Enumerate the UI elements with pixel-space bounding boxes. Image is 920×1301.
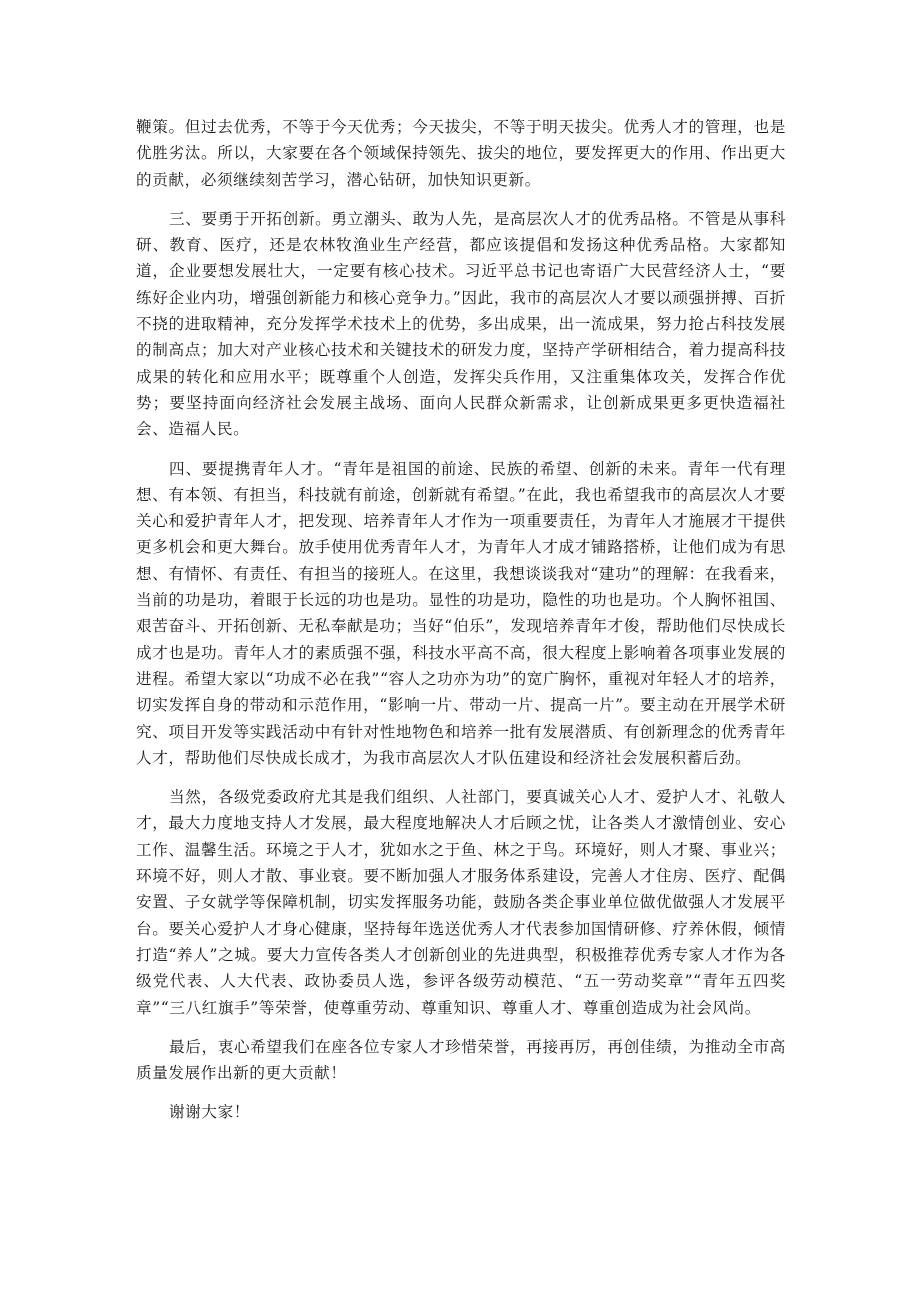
paragraph-continuation: 鞭策。但过去优秀，不等于今天优秀；今天拔尖，不等于明天拔尖。优秀人才的管理，也是优胜劣汰。所以，大家要在各个领域保持领先、拔尖的地位，要发挥更大的作用、作出更大的贡献，必须继续刻苦学习，潜心钻研，加快知识更新。	[136, 118, 786, 189]
paragraph-government-support: 当然，各级党委政府尤其是我们组织、人社部门，要真诚关心人才、爱护人才、礼敬人才，最大力度地支持人才发展，最大程度地解决人才后顾之忧，让各类人才激情创业、安心工作、温馨生活。环境之于人才，犹如水之于鱼、林之于鸟。环境好，则人才聚、事业兴；环境不好，则人才散、事业衰。要不断加强人才服务体系建设，完善人才住房、医疗、配偶安置、子女就学等保障机制，切实发挥服务功能，鼓励各类企事业单位做优做强人才发展平台。要关心爱护人才身心健康，坚持每年选送优秀人才代表参加国情研修、疗养休假，倾情打造“养人”之城。要大力宣传各类人才创新创业的先进典型，积极推荐优秀专家人才作为各级党代表、人大代表、政协委员人选，参评各级劳动模范、“五一劳动奖章”“青年五四奖章”“三八红旗手”等荣誉，使尊重劳动、尊重知识、尊重人才、尊重创造成为社会风尚。	[136, 788, 786, 1017]
paragraph-conclusion: 最后，衷心希望我们在座各位专家人才珍惜荣誉，再接再厉，再创佳绩，为推动全市高质量发展作出新的更大贡献！	[136, 1037, 786, 1083]
document-body	[136, 114, 786, 1139]
paragraph-thanks: 谢谢大家！	[169, 1103, 250, 1122]
paragraph-innovation: 三、要勇于开拓创新。勇立潮头、敢为人先，是高层次人才的优秀品格。不管是从事科研、教育、医疗，还是农林牧渔业生产经营，都应该提倡和发扬这种优秀品格。大家都知道，企业要想发展壮大，一定要有核心技术。习近平总书记也寄语广大民营经济人士，“要练好企业内功，增强创新能力和核心竞争力。”因此，我市的高层次人才要以顽强拼搏、百折不挠的进取精神，充分发挥学术技术上的优势，多出成果，出一流成果，努力抢占科技发展的制高点；加大对产业核心技术和关键技术的研发力度，坚持产学研相结合，着力提高科技成果的转化和应用水平；既尊重个人创造，发挥尖兵作用，又注重集体攻关，发挥合作优势；要坚持面向经济社会发展主战场、面向人民群众新需求，让创新成果更多更快造福社会、造福人民。	[136, 209, 786, 439]
paragraph-young-talent: 四、要提携青年人才。“青年是祖国的前途、民族的希望、创新的未来。青年一代有理想、有本领、有担当，科技就有前途，创新就有希望。”在此，我也希望我市的高层次人才要关心和爱护青年人才，把发现、培养青年人才作为一项重要责任，为青年人才施展才干提供更多机会和更大舞台。放手使用优秀青年人才，为青年人才成才铺路搭桥，让他们成为有思想、有情怀、有责任、有担当的接班人。在这里，我想谈谈我对“建功”的理解：在我看来，当前的功是功，着眼于长远的功也是功。显性的功是功，隐性的功也是功。个人胸怀祖国、艰苦奋斗、开拓创新、无私奉献是功；当好“伯乐”，发现培养青年才俊，帮助他们尽快成长成才也是功。青年人才的素质强不强，科技水平高不高，很大程度上影响着各项事业发展的进程。希望大家以“功成不必在我”“容人之功亦为功”的宽广胸怀，重视对年轻人才的培养，切实发挥自身的带动和示范作用，“影响一片、带动一片、提高一片”。要主动在开展学术研究、项目开发等实践活动中有针对性地物色和培养一批有发展潜质、有创新理念的优秀青年人才，帮助他们尽快成长成才，为我市高层次人才队伍建设和经济社会发展积蓄后劲。	[136, 459, 786, 767]
